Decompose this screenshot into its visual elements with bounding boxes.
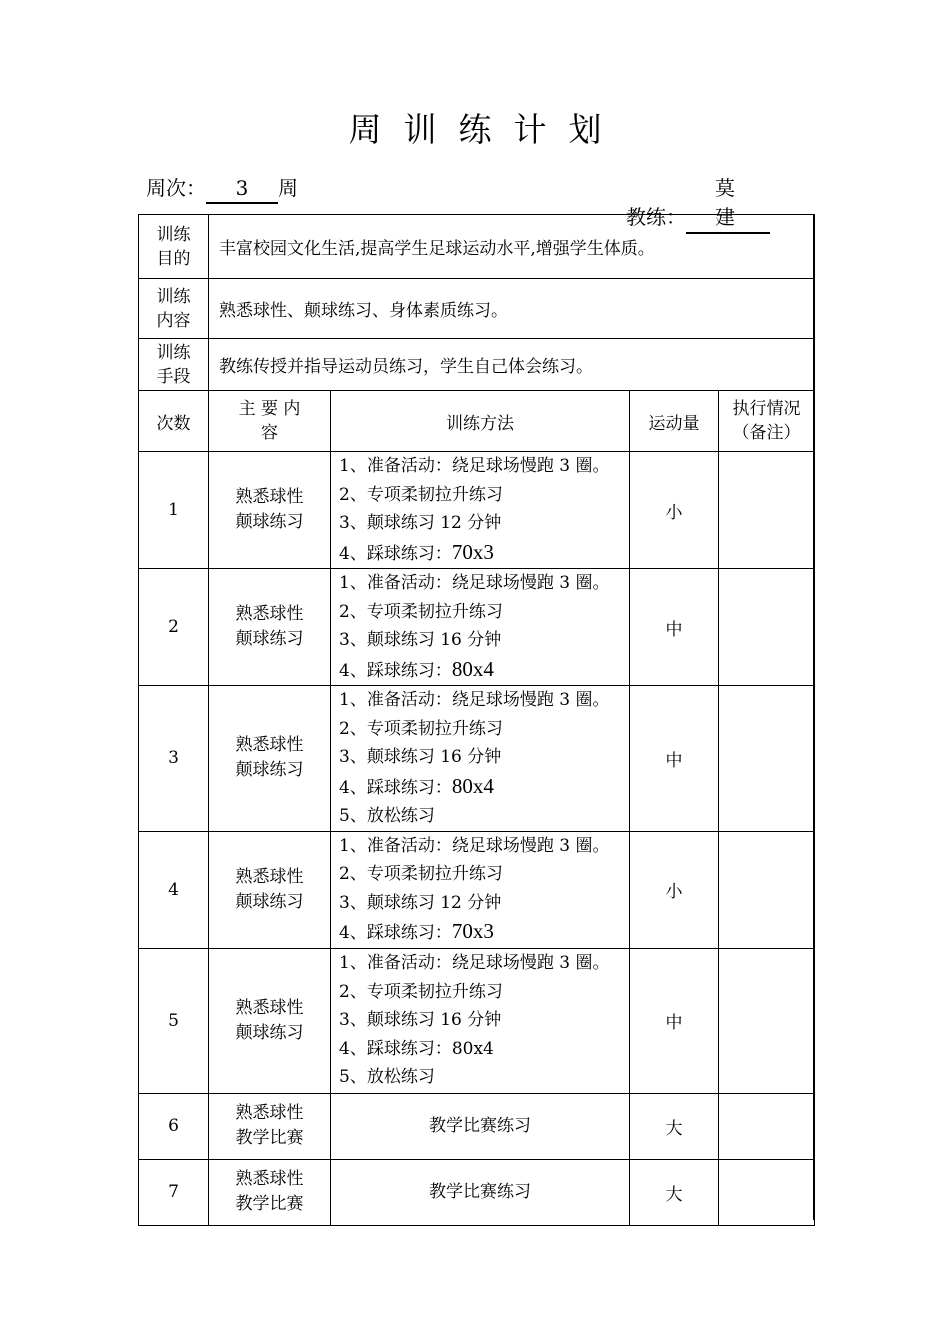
method-text: 2、专项柔韧拉升练习: [339, 864, 503, 884]
method-text: 2、专项柔韧拉升练习: [339, 981, 503, 1002]
session-methods: [331, 686, 630, 832]
method-text: 2、专项柔韧拉升练习: [339, 718, 503, 739]
method-text: 4、踩球练习：: [339, 923, 452, 943]
method-line: [335, 860, 625, 889]
session-number: 3: [139, 686, 209, 832]
session-content: [209, 1093, 331, 1159]
method-line: [335, 1063, 625, 1092]
session-notes: [719, 1159, 815, 1225]
page-title: 周训练计划: [348, 110, 624, 149]
method-text: 4、踩球练习：: [339, 543, 452, 564]
session-row: [139, 948, 815, 1093]
header-content: [209, 391, 331, 452]
method-line: [335, 832, 625, 861]
header-notes: [719, 391, 815, 452]
session-number: 5: [139, 948, 209, 1093]
method-reps: 80x4: [451, 773, 494, 798]
info-label: [139, 339, 209, 391]
session-methods: [331, 948, 630, 1093]
session-number: 2: [139, 569, 209, 686]
session-row: [139, 569, 815, 686]
method-line: [335, 569, 625, 598]
method-line: [335, 1178, 625, 1207]
header-notes-bottom: （备注）: [732, 423, 801, 443]
session-load: 中: [630, 686, 719, 832]
session-load: 大: [630, 1159, 719, 1225]
session-content-line: 熟悉球性: [235, 735, 304, 756]
info-row-method: [139, 339, 815, 391]
method-text: 2、专项柔韧拉升练习: [339, 484, 503, 505]
info-text: 熟悉球性、颠球练习、身体素质练习。: [209, 279, 815, 339]
info-label-bottom: 手段: [156, 366, 191, 387]
method-text: 5、放松练习: [339, 1067, 435, 1088]
method-line: [335, 509, 625, 538]
method-line: [335, 538, 625, 569]
info-label-bottom: 内容: [156, 310, 191, 331]
session-content-line: 颠球练习: [235, 891, 304, 912]
session-notes: [719, 569, 815, 686]
table-outer-border: [813, 214, 815, 1220]
session-notes: [719, 686, 815, 832]
session-number: 6: [139, 1093, 209, 1159]
session-content-line: 熟悉球性: [235, 866, 304, 887]
info-text: 教练传授并指导运动员练习，学生自己体会练习。: [209, 339, 815, 391]
session-content-line: 颠球练习: [235, 760, 304, 781]
week-field: [146, 172, 298, 204]
method-text: 教学比赛练习: [429, 1115, 531, 1136]
method-line: [335, 452, 625, 481]
session-content-line: 熟悉球性: [235, 1103, 304, 1123]
session-methods: [331, 569, 630, 686]
info-label-top: 训练: [156, 342, 191, 363]
method-line: [335, 715, 625, 744]
session-content: [209, 831, 331, 948]
session-content-line: 颠球练习: [235, 1022, 304, 1043]
week-unit: 周: [278, 176, 298, 200]
session-methods: [331, 452, 630, 569]
week-label: 周次：: [146, 176, 206, 200]
session-number: 4: [139, 831, 209, 948]
method-line: [335, 655, 625, 686]
session-row: [139, 686, 815, 832]
method-line: [335, 598, 625, 627]
session-content: [209, 1159, 331, 1225]
session-load: 大: [630, 1093, 719, 1159]
session-content-line: 熟悉球性: [235, 487, 304, 507]
method-text: 3、颠球练习 16 分钟: [339, 1010, 502, 1031]
session-methods: [331, 1159, 630, 1225]
session-methods: [331, 831, 630, 948]
info-text: 丰富校园文化生活,提高学生足球运动水平,增强学生体质。: [209, 215, 815, 279]
session-content-line: 颠球练习: [235, 512, 304, 532]
method-line: [335, 481, 625, 510]
method-reps: 70x3: [451, 539, 494, 564]
header-notes-top: 执行情况: [732, 399, 801, 419]
method-text: 3、颠球练习 16 分钟: [339, 747, 502, 767]
method-text: 1、准备活动：绕足球场慢跑 3 圈。: [339, 456, 610, 476]
coach-value: 莫建: [686, 172, 770, 234]
method-line: [335, 686, 625, 715]
session-number: 7: [139, 1159, 209, 1225]
info-row-content: [139, 279, 815, 339]
session-notes: [719, 948, 815, 1093]
session-content-line: 教学比赛: [235, 1194, 304, 1214]
info-row-purpose: [139, 215, 815, 279]
session-content: [209, 452, 331, 569]
session-content-line: 熟悉球性: [235, 997, 304, 1018]
method-line: [335, 802, 625, 831]
method-text: 5、放松练习: [339, 806, 435, 826]
method-text: 3、颠球练习 12 分钟: [339, 892, 502, 913]
method-line: [335, 978, 625, 1007]
week-value: 3: [206, 176, 278, 204]
method-reps: 80x4: [451, 656, 494, 681]
session-content: [209, 948, 331, 1093]
session-notes: [719, 1093, 815, 1159]
method-text: 1、准备活动：绕足球场慢跑 3 圈。: [339, 690, 610, 710]
column-header-row: [139, 391, 815, 452]
method-text: 2、专项柔韧拉升练习: [339, 601, 503, 622]
session-row: [139, 452, 815, 569]
method-line: [335, 949, 625, 978]
session-notes: [719, 452, 815, 569]
info-label-top: 训练: [156, 286, 191, 307]
session-notes: [719, 831, 815, 948]
session-content-line: 教学比赛: [235, 1128, 304, 1148]
header-content-top: 主 要 内: [238, 399, 301, 419]
coach-label: 教练：: [626, 205, 686, 229]
method-text: 4、踩球练习：: [339, 660, 452, 681]
method-reps: 70x3: [451, 919, 494, 943]
info-label-top: 训练: [156, 224, 191, 245]
header-method: 训练方法: [331, 391, 630, 452]
method-text: 1、准备活动：绕足球场慢跑 3 圈。: [339, 835, 610, 856]
method-line: [335, 1006, 625, 1035]
method-text: 1、准备活动：绕足球场慢跑 3 圈。: [339, 573, 610, 593]
session-load: 小: [630, 452, 719, 569]
session-load: 中: [630, 948, 719, 1093]
header-session: 次数: [139, 391, 209, 452]
session-content-line: 熟悉球性: [235, 1169, 304, 1189]
training-plan-table: [138, 214, 815, 1226]
header-content-bottom: 容: [261, 423, 278, 443]
method-line: [335, 772, 625, 803]
method-line: [335, 626, 625, 655]
session-methods: [331, 1093, 630, 1159]
method-line: [335, 1035, 625, 1064]
method-line: [335, 743, 625, 772]
session-row: [139, 1093, 815, 1159]
header-load: 运动量: [630, 391, 719, 452]
session-content-line: 熟悉球性: [235, 604, 304, 624]
session-row: [139, 831, 815, 948]
method-line: [335, 1112, 625, 1141]
method-line: [335, 917, 625, 948]
session-load: 中: [630, 569, 719, 686]
session-load: 小: [630, 831, 719, 948]
method-line: [335, 889, 625, 918]
method-text: 教学比赛练习: [429, 1181, 531, 1202]
method-text: 4、踩球练习：: [339, 777, 452, 798]
info-label: [139, 215, 209, 279]
method-text: 3、颠球练习 16 分钟: [339, 630, 502, 650]
session-content-line: 颠球练习: [235, 629, 304, 649]
session-content: [209, 569, 331, 686]
method-text: 4、踩球练习：80x4: [339, 1038, 494, 1059]
method-text: 1、准备活动：绕足球场慢跑 3 圈。: [339, 953, 610, 974]
session-row: [139, 1159, 815, 1225]
info-label: [139, 279, 209, 339]
session-number: 1: [139, 452, 209, 569]
info-label-bottom: 目的: [156, 248, 191, 269]
method-text: 3、颠球练习 12 分钟: [339, 513, 502, 533]
session-content: [209, 686, 331, 832]
